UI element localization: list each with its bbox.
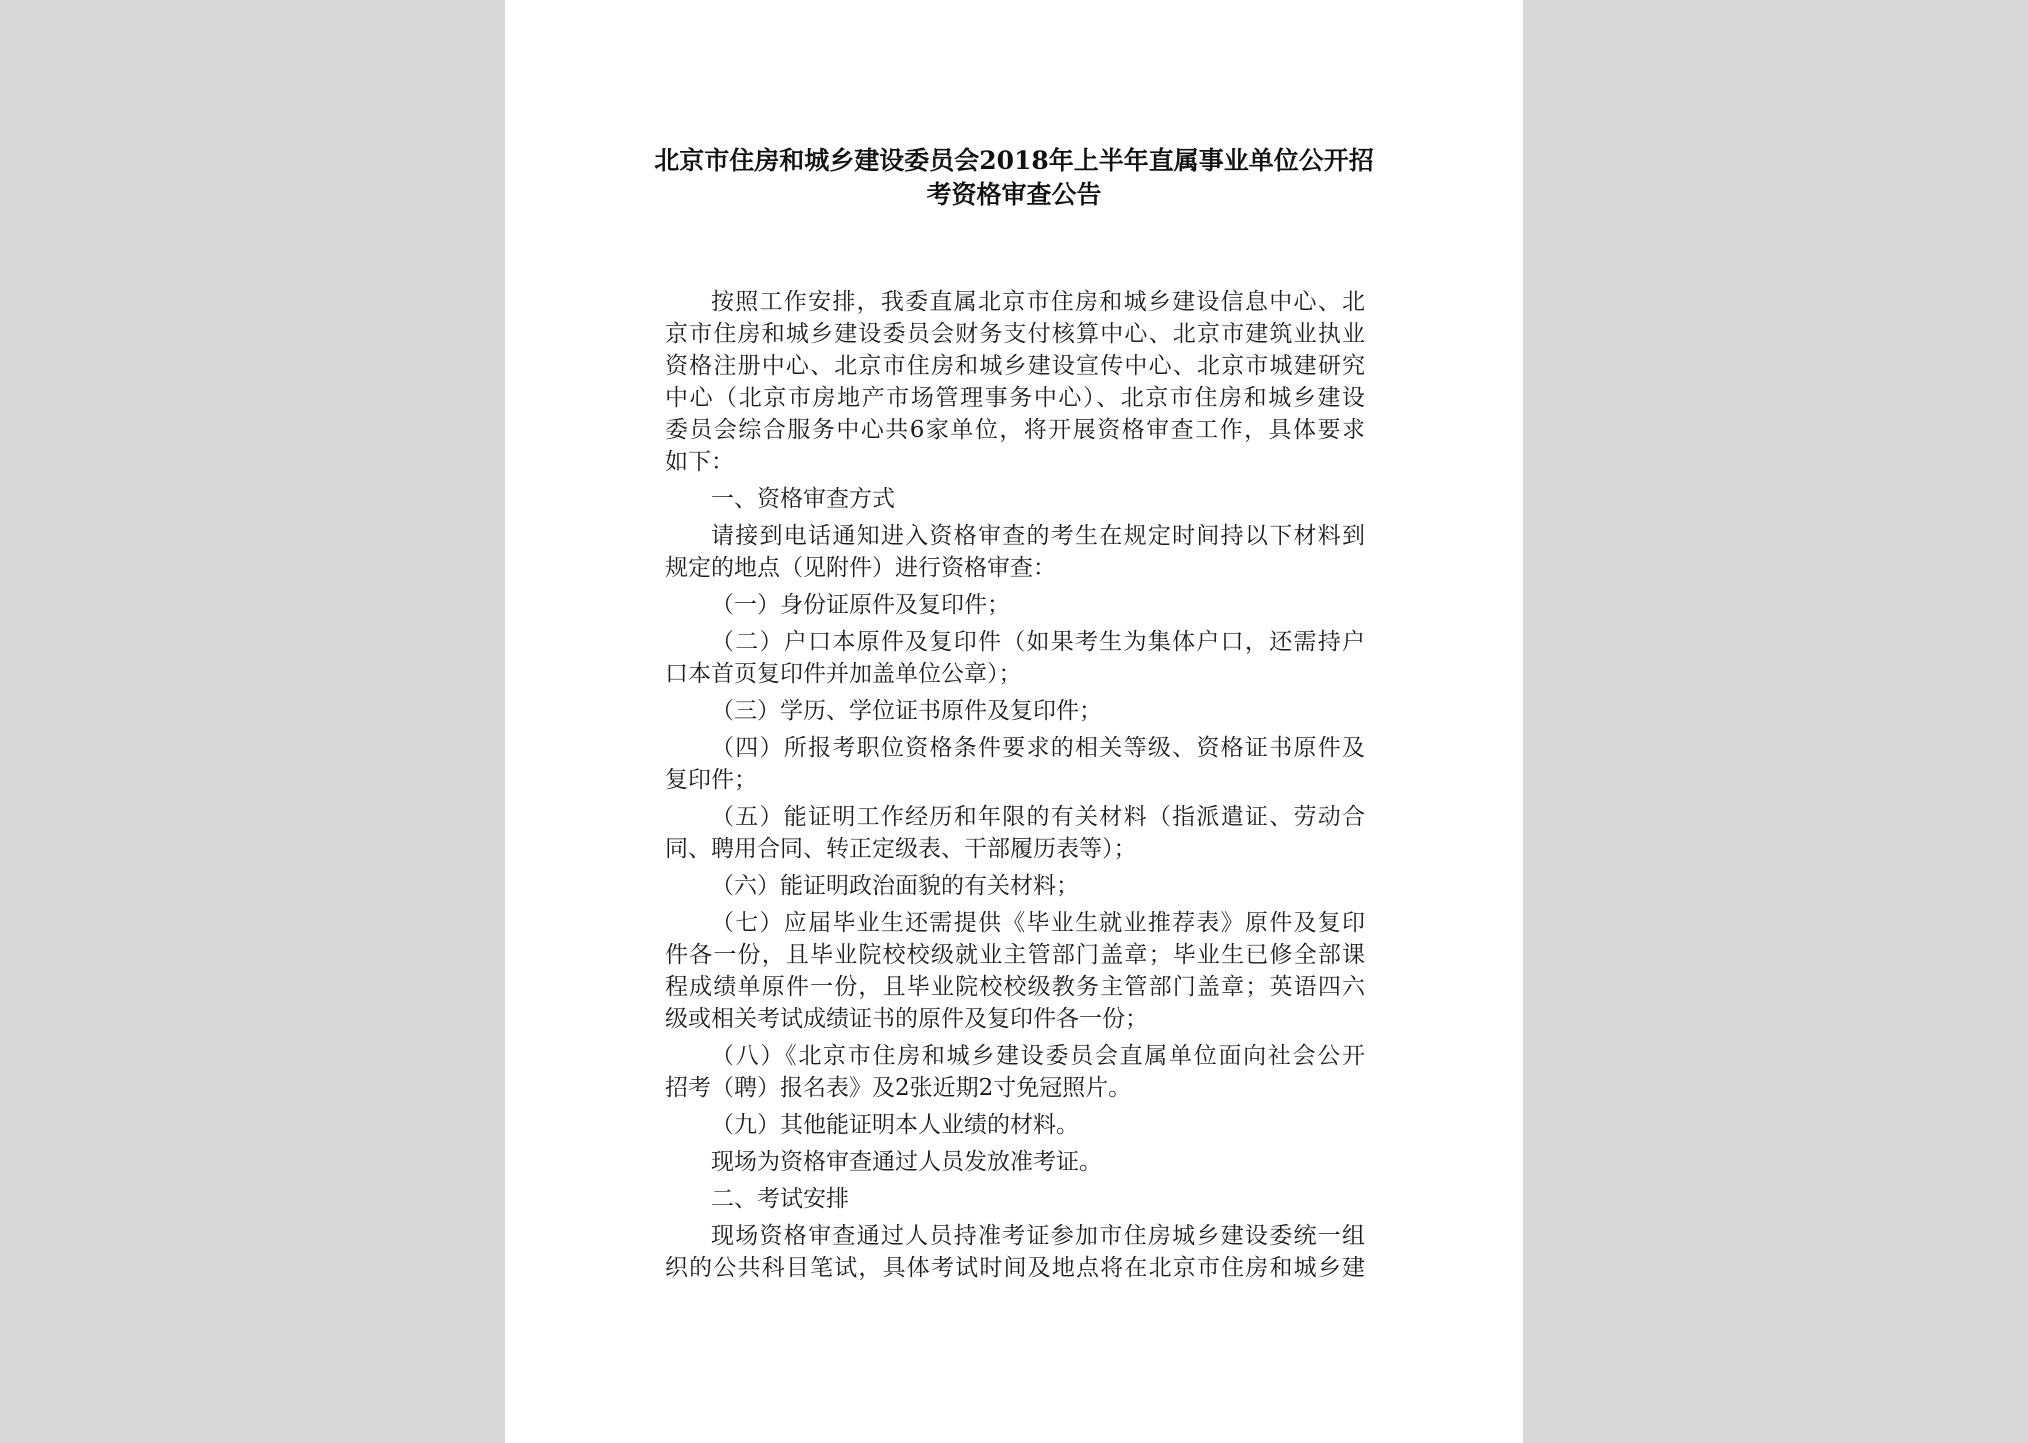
paragraph-line: （一）身份证原件及复印件； xyxy=(711,592,1010,618)
paragraph-line: （三）学历、学位证书原件及复印件； xyxy=(711,698,1102,724)
list-item-3 xyxy=(665,695,1365,727)
list-item-7 xyxy=(665,907,1365,1035)
list-item-8 xyxy=(665,1040,1365,1104)
paragraph-line: 中心（北京市房地产市场管理事务中心）、北京市住房和城乡建设 xyxy=(665,385,1365,411)
title-line-2: 考资格审查公告 xyxy=(926,180,1102,209)
paragraph-line: 招考（聘）报名表》及2张近期2寸免冠照片。 xyxy=(665,1075,1132,1101)
list-item-5 xyxy=(665,801,1365,865)
paragraph-line: 资格注册中心、北京市住房和城乡建设宣传中心、北京市城建研究 xyxy=(665,353,1365,379)
document-title xyxy=(545,144,1483,212)
paragraph-line: 委员会综合服务中心共6家单位，将开展资格审查工作，具体要求 xyxy=(665,417,1365,443)
paragraph-line: （八）《北京市住房和城乡建设委员会直属单位面向社会公开 xyxy=(711,1043,1365,1069)
paragraph-line: 同、聘用合同、转正定级表、干部履历表等）； xyxy=(665,836,1137,862)
paragraph-line: 织的公共科目笔试，具体考试时间及地点将在北京市住房和城乡建 xyxy=(665,1255,1365,1281)
document-body xyxy=(665,286,1365,1289)
section-heading-2 xyxy=(665,1183,1365,1215)
paragraph-line: 复印件； xyxy=(665,767,757,793)
list-item-6 xyxy=(665,870,1365,902)
section-heading-1 xyxy=(665,483,1365,515)
paragraph-intro xyxy=(665,286,1365,478)
paragraph-line: （五）能证明工作经历和年限的有关材料（指派遣证、劳动合 xyxy=(711,804,1365,830)
paragraph-line: （七）应届毕业生还需提供《毕业生就业推荐表》原件及复印 xyxy=(711,910,1365,936)
paragraph-line: 京市住房和城乡建设委员会财务支付核算中心、北京市建筑业执业 xyxy=(665,321,1365,347)
paragraph-line: 现场资格审查通过人员持准考证参加市住房城乡建设委统一组 xyxy=(711,1223,1365,1249)
document-page xyxy=(505,0,1523,1443)
paragraph-admission-ticket xyxy=(665,1146,1365,1178)
paragraph-line: 按照工作安排，我委直属北京市住房和城乡建设信息中心、北 xyxy=(711,289,1365,315)
paragraph-line: 请接到电话通知进入资格审查的考生在规定时间持以下材料到 xyxy=(711,523,1365,549)
list-item-2 xyxy=(665,626,1365,690)
paragraph-line: 级或相关考试成绩证书的原件及复印件各一份； xyxy=(665,1006,1148,1032)
paragraph-line: 程成绩单原件一份，且毕业院校校级教务主管部门盖章；英语四六 xyxy=(665,974,1365,1000)
list-item-9 xyxy=(665,1109,1365,1141)
heading-line: 一、资格审查方式 xyxy=(711,486,895,512)
list-item-1 xyxy=(665,589,1365,621)
paragraph-line: （二）户口本原件及复印件（如果考生为集体户口，还需持户 xyxy=(711,629,1365,655)
paragraph-line: （九）其他能证明本人业绩的材料。 xyxy=(711,1112,1079,1138)
paragraph-line: 现场为资格审查通过人员发放准考证。 xyxy=(711,1149,1102,1175)
paragraph-exam xyxy=(665,1220,1365,1284)
paragraph-line: 件各一份，且毕业院校校级就业主管部门盖章；毕业生已修全部课 xyxy=(665,942,1365,968)
paragraph-line: （四）所报考职位资格条件要求的相关等级、资格证书原件及 xyxy=(711,735,1365,761)
paragraph-line: 规定的地点（见附件）进行资格审查： xyxy=(665,555,1056,581)
paragraph-line: （六）能证明政治面貌的有关材料； xyxy=(711,873,1079,899)
list-item-4 xyxy=(665,732,1365,796)
paragraph-line: 如下： xyxy=(665,449,734,475)
title-line-1: 北京市住房和城乡建设委员会2018年上半年直属事业单位公开招 xyxy=(654,146,1374,175)
paragraph-line: 口本首页复印件并加盖单位公章）； xyxy=(665,661,1022,687)
paragraph-review-intro xyxy=(665,520,1365,584)
heading-line: 二、考试安排 xyxy=(711,1186,849,1212)
